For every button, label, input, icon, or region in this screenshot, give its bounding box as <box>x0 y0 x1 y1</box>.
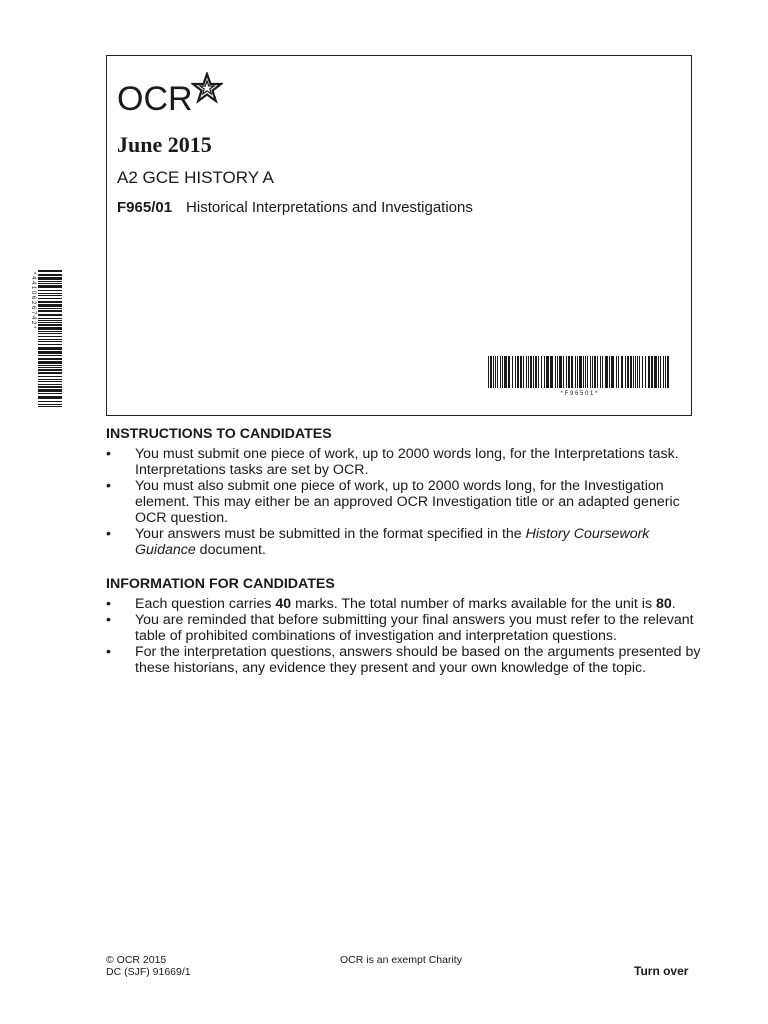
barcode-bar <box>555 356 556 388</box>
barcode-bar <box>609 356 610 388</box>
barcode-bar <box>605 356 608 388</box>
barcode-bar <box>38 401 62 402</box>
barcode-bar <box>590 356 591 388</box>
instruction-text: You must also submit one piece of work, up to 2000 words long, for the Investigation element. This may either be an approved OCR Investigation title or an adapted generic OCR question. <box>135 478 680 526</box>
exam-session: June 2015 <box>117 132 212 157</box>
barcode-bar <box>621 356 623 388</box>
bullet: • <box>106 526 111 542</box>
barcode-bar <box>38 365 62 366</box>
document-code: DC (SJF) 91669/1 <box>106 966 191 978</box>
barcode-bar <box>493 356 494 388</box>
instruction-text: document. <box>195 542 266 558</box>
unit-line <box>117 199 473 216</box>
barcode-bar <box>665 356 666 388</box>
barcode-bar <box>38 358 62 360</box>
bullet: • <box>106 596 111 612</box>
bullet: • <box>106 446 111 462</box>
list-item <box>106 612 706 644</box>
barcode-bar <box>633 356 634 388</box>
barcode-bar <box>597 356 598 388</box>
barcode-bar <box>38 331 62 332</box>
barcode-bar <box>579 356 582 388</box>
barcode-bar <box>38 369 62 371</box>
barcode-bar <box>585 356 586 388</box>
barcode-bar <box>38 301 62 303</box>
logo-text: OCR <box>117 80 193 118</box>
barcode-bar <box>660 356 661 388</box>
barcode-bar <box>645 356 646 388</box>
info-text: You are reminded that before submitting your final answers you must refer to the relevant table of prohibited combinations of investigation and interpretation questions. <box>135 612 694 644</box>
barcode-bar <box>530 356 532 388</box>
barcode-bar <box>38 381 62 382</box>
barcode-bar <box>38 295 62 296</box>
barcode-bar <box>515 356 516 388</box>
copyright: © OCR 2015 <box>106 954 167 966</box>
barcode-bar <box>651 356 653 388</box>
barcode-bar <box>38 285 62 288</box>
instructions-section <box>106 426 706 558</box>
barcode-bar <box>528 356 529 388</box>
barcode-text: * F 9 6 5 0 1 * <box>560 391 598 396</box>
barcode-bar <box>637 356 638 388</box>
barcode-bar <box>512 356 513 388</box>
list-item <box>106 596 706 612</box>
total-marks: 80 <box>656 596 672 612</box>
barcode-bar <box>639 356 640 388</box>
barcode-bar <box>541 356 542 388</box>
side-barcode-text: * 4 4 1 0 6 2 6 7 4 2 * <box>30 272 36 329</box>
barcode-bar <box>38 379 62 380</box>
barcode-bar <box>38 293 62 294</box>
bullet: • <box>106 612 111 628</box>
barcode-bar <box>38 367 62 368</box>
charity-notice: OCR is an exempt Charity <box>340 954 462 966</box>
barcode-bar <box>600 356 601 388</box>
barcode-bar <box>490 356 492 388</box>
barcode-bar <box>38 333 62 334</box>
barcode-bar <box>566 356 567 388</box>
barcode-bar <box>587 356 588 388</box>
barcode-bar <box>38 361 62 364</box>
info-text: For the interpretation questions, answers should be based on the arguments presented by these historians, any evidence they present and your own knowledge of the topic. <box>135 644 701 676</box>
instruction-text: You must submit one piece of work, up to 2000 words long, for the Interpretations task. Interpretations tasks are set by OCR. <box>135 446 679 478</box>
bullet: • <box>106 644 111 660</box>
barcode-bar <box>550 356 553 388</box>
list-item <box>106 644 706 676</box>
barcode-bar <box>38 396 62 399</box>
barcode-bar <box>38 376 62 377</box>
barcode-bar <box>520 356 522 388</box>
barcode-bar <box>630 356 632 388</box>
barcode-bar <box>38 283 62 284</box>
barcode-bar <box>557 356 558 388</box>
barcode-bar <box>546 356 549 388</box>
instructions-heading: INSTRUCTIONS TO CANDIDATES <box>106 426 332 442</box>
barcode-bar <box>611 356 614 388</box>
barcode-bar <box>38 270 62 272</box>
barcode-bar <box>38 324 62 326</box>
barcode-bar <box>642 356 643 388</box>
barcode-bar <box>38 274 62 276</box>
barcode-bar <box>38 351 62 354</box>
barcode-bar <box>663 356 664 388</box>
barcode-bar <box>602 356 603 388</box>
barcode-bar <box>38 298 62 299</box>
barcode-bar <box>38 310 62 312</box>
barcode-bar <box>544 356 545 388</box>
turn-over: Turn over <box>634 964 689 978</box>
barcode-bar <box>627 356 629 388</box>
barcode-bar <box>577 356 578 388</box>
barcode-bar <box>508 356 510 388</box>
unit-title: Historical Interpretations and Investigations <box>186 199 473 216</box>
barcode-bar <box>504 356 507 388</box>
barcode-bar <box>618 356 619 388</box>
barcode <box>488 356 670 396</box>
barcode-bar <box>38 341 62 342</box>
bullet: • <box>106 478 111 494</box>
barcode-bar <box>559 356 562 388</box>
barcode-bar <box>38 277 62 280</box>
barcode-bar <box>658 356 659 388</box>
barcode-bar <box>38 314 62 316</box>
barcode-bar <box>517 356 519 388</box>
barcode-bar <box>38 339 62 340</box>
barcode-bar <box>538 356 539 388</box>
barcode-bar <box>667 356 669 388</box>
info-text: . <box>671 596 676 612</box>
barcode-bar <box>495 356 496 388</box>
list-item <box>106 478 706 526</box>
barcode-bar <box>38 327 62 330</box>
barcode-bar <box>635 356 636 388</box>
star-icon <box>191 72 223 104</box>
unit-code: F965/01 <box>117 199 173 216</box>
marks-per-question: 40 <box>275 596 292 612</box>
barcode-bar <box>523 356 524 388</box>
barcode-bar <box>526 356 527 388</box>
barcode-bar <box>38 372 62 374</box>
barcode-bar <box>38 336 62 337</box>
info-text: marks. The total number of marks available for the unit is <box>291 596 656 612</box>
barcode-bar <box>38 318 62 319</box>
barcode-bar <box>500 356 501 388</box>
barcode-bar <box>38 406 62 407</box>
info-text: Each question carries <box>135 596 276 612</box>
barcode-bar <box>38 389 62 392</box>
side-barcode <box>26 270 64 410</box>
ocr-logo <box>117 72 223 116</box>
header-box <box>106 55 692 416</box>
barcode-bar <box>38 308 62 309</box>
barcode-bar <box>38 322 62 323</box>
instruction-text: Your answers must be submitted in the format specified in the <box>135 526 526 542</box>
barcode-bar <box>497 356 498 388</box>
barcode-bar <box>38 404 62 405</box>
barcode-bar <box>535 356 537 388</box>
barcode-bar <box>568 356 570 388</box>
barcode-bar <box>648 356 650 388</box>
barcode-bar <box>38 304 62 307</box>
barcode-bar <box>38 344 62 345</box>
qualification-title: A2 GCE HISTORY A <box>117 168 274 187</box>
barcode-bar <box>38 386 62 388</box>
barcode-bar <box>38 320 62 321</box>
barcode-bar <box>38 281 62 282</box>
information-section <box>106 576 706 676</box>
instructions-list <box>106 446 706 558</box>
barcode-bar <box>594 356 596 388</box>
barcode-bar <box>616 356 617 388</box>
information-heading: INFORMATION FOR CANDIDATES <box>106 576 335 592</box>
barcode-bar <box>38 355 62 356</box>
barcode-bar <box>583 356 584 388</box>
barcode-bar <box>625 356 626 388</box>
barcode-bar <box>38 290 62 291</box>
barcode-bar <box>488 356 489 388</box>
barcode-bar <box>38 384 62 385</box>
barcode-bar <box>38 393 62 394</box>
barcode-bar <box>533 356 534 388</box>
barcode-bar <box>563 356 564 388</box>
barcode-bar <box>502 356 503 388</box>
barcode-bar <box>575 356 576 388</box>
barcode-bar <box>592 356 593 388</box>
list-item <box>106 446 706 478</box>
barcode-bar <box>654 356 657 388</box>
barcode-bar <box>38 347 62 350</box>
barcode-bar <box>571 356 573 388</box>
document-title: History Coursework Guidance <box>135 526 650 558</box>
information-list <box>106 596 706 676</box>
list-item <box>106 526 706 558</box>
